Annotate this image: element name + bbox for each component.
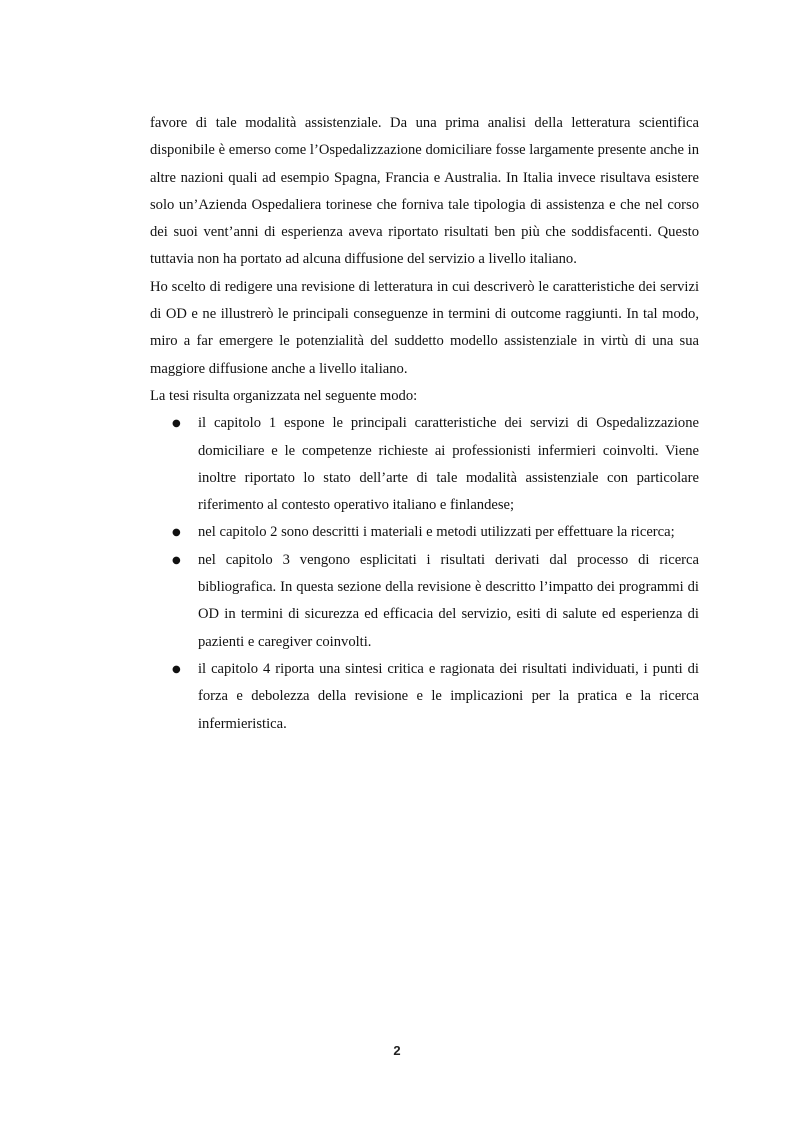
paragraph-continuation: favore di tale modalità assistenziale. Da una prima analisi della letteratura scientifica disponibile è emerso come l’Ospedalizzazione domiciliare fosse largamente presente anche in altre nazioni quali ad esempio Spagna, Francia e Australia. In Italia invece risultava esistere solo un’Azienda Ospedaliera torinese che forniva tale tipologia di assistenza e che nel corso dei suoi vent’anni di esperienza aveva riportato risultati ben più che soddisfacenti. Questo tuttavia non ha portato ad alcuna diffusione del servizio a livello italiano.: [150, 115, 699, 268]
list-item-text: nel capitolo 2 sono descritti i materiali e metodi utilizzati per effettuare la ricerca;: [198, 524, 675, 541]
bullet-icon: ●: [172, 663, 181, 675]
document-body: [150, 110, 699, 738]
list-item-text: nel capitolo 3 vengono esplicitati i risultati derivati dal processo di ricerca bibliografica. In questa sezione della revisione è descritto l’impatto dei programmi di OD in termini di sicurezza ed efficacia del servizio, esiti di salute ed esperienza di pazienti e caregiver coinvolti.: [198, 551, 699, 650]
list-item: [172, 547, 699, 656]
chapter-list: [150, 410, 699, 738]
page-number: 2: [393, 1043, 401, 1058]
list-item-text: il capitolo 4 riporta una sintesi critica e ragionata dei risultati individuati, i punti di forza e debolezza della revisione e le implicazioni per la pratica e la ricerca infermieristica.: [198, 660, 699, 732]
paragraph-review-purpose: Ho scelto di redigere una revisione di letteratura in cui descriverò le caratteristiche dei servizi di OD e ne illustrerò le principali conseguenze in termini di outcome raggiunti. In tal modo, miro a far emergere le potenzialità del suddetto modello assistenziale in virtù di una sua maggiore diffusione anche a livello italiano.: [150, 278, 699, 377]
bullet-icon: ●: [172, 527, 181, 539]
paragraph-structure-intro: La tesi risulta organizzata nel seguente modo:: [150, 387, 418, 404]
list-item-text: il capitolo 1 espone le principali caratteristiche dei servizi di Ospedalizzazione domiciliare e le competenze richieste ai professionisti infermieri coinvolti. Viene inoltre riportato lo stato dell’arte di tale modalità assistenziale con particolare riferimento al contesto operativo italiano e finlandese;: [198, 415, 699, 514]
list-item: [172, 656, 699, 738]
bullet-icon: ●: [172, 554, 181, 566]
list-item: [172, 410, 699, 519]
list-item: [172, 519, 699, 546]
bullet-icon: ●: [172, 418, 181, 430]
